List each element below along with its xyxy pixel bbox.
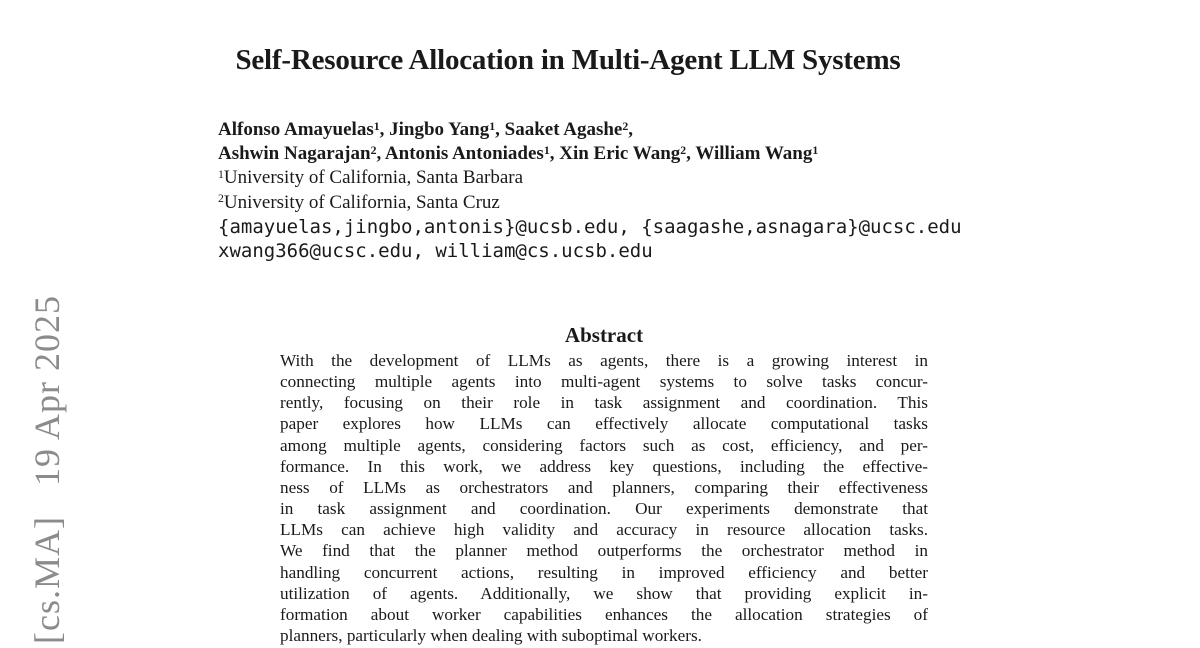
author-affil-sup: 1 <box>373 119 380 133</box>
author-line-1 <box>218 118 938 142</box>
abstract-line: formance. In this work, we address key questions, including the effective- <box>280 456 928 476</box>
abstract-line: connecting multiple agents into multi-agent systems to solve tasks concur- <box>280 372 928 392</box>
affiliation-sup: 1 <box>218 168 224 182</box>
author-separator: , <box>549 143 560 165</box>
abstract-line: ness of LLMs as orchestrators and planners, comparing their effectiveness <box>280 477 928 497</box>
author-affil-sup: 1 <box>543 143 550 157</box>
author-name: Jingbo Yang <box>389 119 490 140</box>
author-name: Xin Eric Wang <box>559 143 681 165</box>
affiliation-text: University of California, Santa Cruz <box>223 191 500 213</box>
abstract-heading: Abstract <box>564 323 644 347</box>
author-separator: , <box>376 143 385 165</box>
affiliation-line-1 <box>218 166 938 190</box>
abstract-line: among multiple agents, considering factors such as cost, efficiency, and per- <box>280 435 928 455</box>
author-separator: , <box>686 143 696 165</box>
author-separator: , <box>379 119 390 140</box>
paper-title: Self-Resource Allocation in Multi-Agent LLM Systems <box>235 44 901 76</box>
abstract-line: With the development of LLMs as agents, there is a growing interest in <box>280 351 928 370</box>
abstract-line: in task assignment and coordination. Our experiments demonstrate that <box>280 499 928 519</box>
abstract-line: formation about worker capabilities enhances the allocation strategies of <box>280 604 928 624</box>
author-affil-sup: 2 <box>370 143 377 157</box>
abstract-line: We find that the planner method outperforms the orchestrator method in <box>280 541 928 561</box>
author-name: Antonis Antoniades <box>384 143 544 165</box>
author-affil-sup: 1 <box>812 143 819 157</box>
email-line-2: xwang366@ucsc.edu, william@cs.ucsb.edu <box>218 240 653 263</box>
author-name: William Wang <box>695 143 813 165</box>
abstract-line: planners, particularly when dealing with suboptimal workers. <box>280 626 702 646</box>
abstract-line: paper explores how LLMs can effectively allocate computational tasks <box>280 414 928 434</box>
author-name: Ashwin Nagarajan <box>218 143 371 165</box>
author-affil-sup: 2 <box>680 143 687 157</box>
affiliation-sup: 2 <box>218 192 224 206</box>
author-block <box>218 118 962 263</box>
arxiv-stamp: [cs.MA] 19 Apr 2025 <box>27 295 67 644</box>
author-name: Alfonso Amayuelas <box>218 119 374 140</box>
affiliation-text: University of California, Santa Barbara <box>223 167 524 189</box>
abstract-line: handling concurrent actions, resulting in improved efficiency and better <box>280 562 928 582</box>
author-affil-sup: 1 <box>489 119 496 133</box>
author-name: Saaket Agashe <box>504 119 623 140</box>
affiliation-line-2 <box>218 191 938 215</box>
abstract-body <box>280 350 928 646</box>
abstract-line: rently, focusing on their role in task assignment and coordination. This <box>280 393 928 413</box>
author-affil-sup: 2 <box>622 119 629 133</box>
author-separator: , <box>495 119 505 140</box>
abstract-line: LLMs can achieve high validity and accuracy in resource allocation tasks. <box>280 520 928 540</box>
author-separator: , <box>628 119 633 140</box>
email-line-1: {amayuelas,jingbo,antonis}@ucsb.edu, {saagashe,asnagara}@ucsc.edu <box>218 215 962 238</box>
author-line-2 <box>218 142 938 166</box>
abstract-line: utilization of agents. Additionally, we show that providing explicit in- <box>280 583 928 603</box>
